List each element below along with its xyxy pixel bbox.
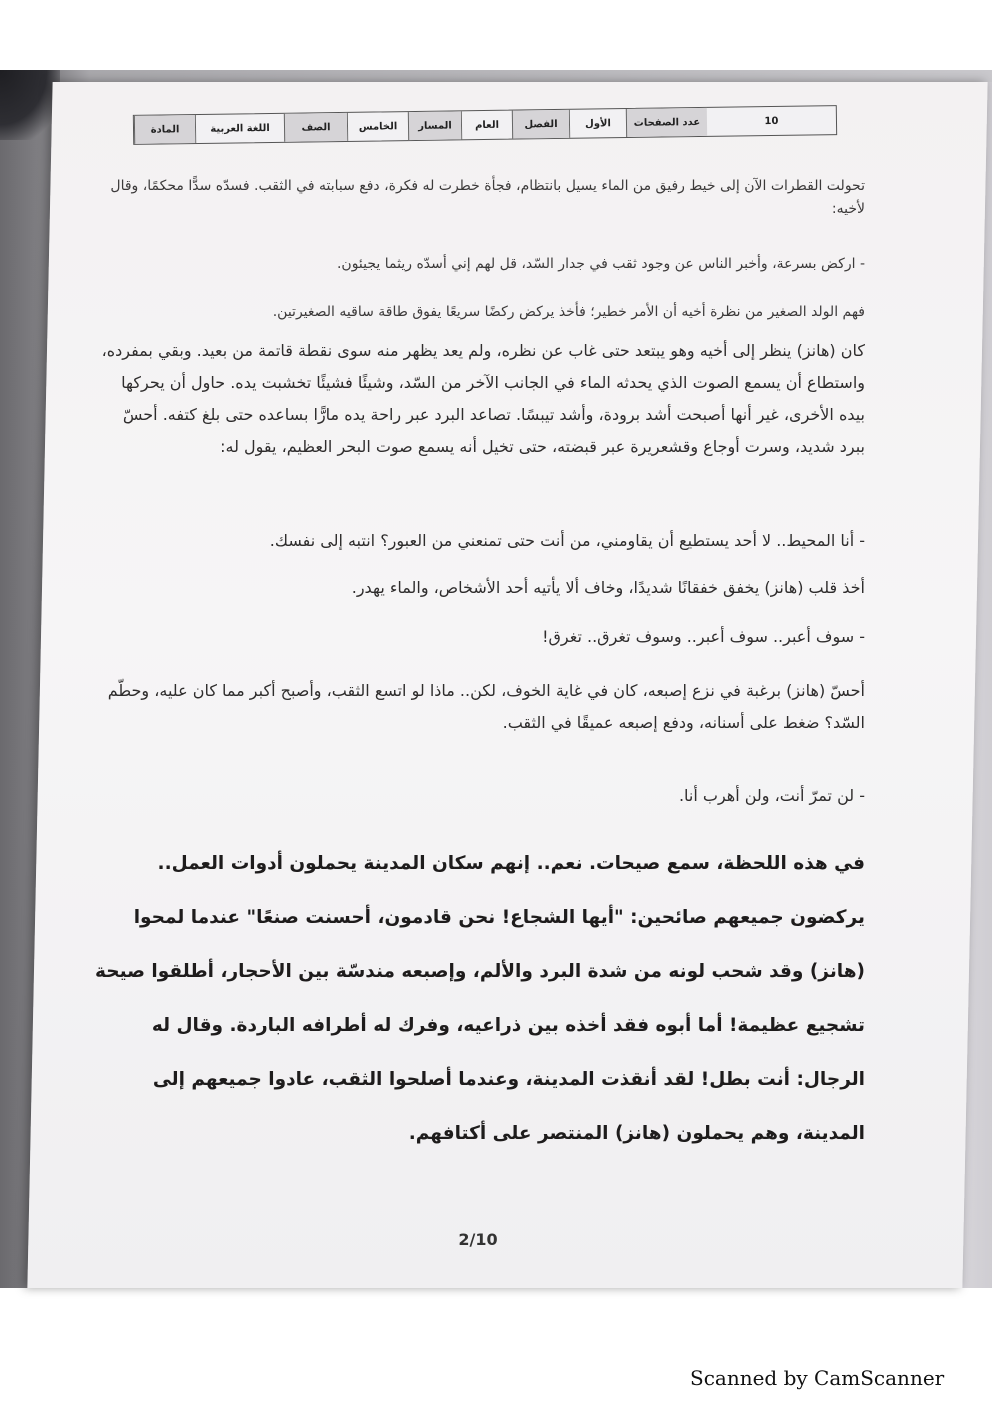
header-cell: الخامس bbox=[347, 112, 408, 141]
paragraph-5: - أنا المحيط.. لا أحد يستطيع أن يقاومني، من أنت حتى تمنعني من العبور؟ انتبه إلى نفسك. bbox=[269, 531, 865, 550]
paragraph-2: - اركض بسرعة، وأخبر الناس عن وجود ثقب في جدار السّد، قل لهم إني أسدّه ريثما يجيئون. bbox=[336, 256, 865, 272]
paragraph-3: فهم الولد الصغير من نظرة أخيه أن الأمر خطير؛ فأخذ يركض ركضًا سريعًا يفوق طاقة ساقيه الصغيرتين. bbox=[272, 304, 865, 320]
header-cell: المادة bbox=[134, 115, 195, 144]
paragraph-1: تحولت القطرات الآن إلى خيط رفيق من الماء يسيل بانتظام، فجأة خطرت له فكرة، دفع سبابته في الثقب. فسدّه سدًّا محكمًا، وقال لأخيه: bbox=[110, 178, 865, 217]
header-cell: المسار bbox=[408, 111, 461, 140]
header-cell: الصف bbox=[284, 113, 347, 142]
header-cell: 10 bbox=[764, 115, 779, 127]
paragraph-9: - لن تمرّ أنت، ولن أهرب أنا. bbox=[678, 786, 865, 805]
scanner-watermark: Scanned by CamScanner bbox=[690, 1366, 945, 1390]
paragraph-6: أخذ قلب (هانز) يخفق خفقانًا شديدًا، وخاف ألا يأتيه أحد الأشخاص، والماء يهدر. bbox=[351, 578, 865, 597]
paragraph-10: في هذه اللحظة، سمع صيحات. نعم.. إنهم سكان المدينة يحملون أدوات العمل.. يركضون جميعهم صائحين: "أيها الشجاع! نحن قادمون، أحسنت صنعًا" عندما لمحوا (هانز) وقد شحب لونه من شدة البرد والألم، وإصبعه مندسّة بين الأحجار، أطلقوا صيحة تشجيع عظيمة! أما أبوه فقد أخذه بين ذراعيه، وفرك له أطرافه الباردة. وقال له الرجال: أنت بطل! لقد أنقذت المدينة، وعندما أصلحوا الثقب، عادوا جميعهم إلى المدينة، وهم يحملون (هانز) المنتصر على أكتافهم. bbox=[95, 853, 865, 1144]
paragraph-8: أحسّ (هانز) برغبة في نزع إصبعه، كان في غاية الخوف، لكن.. ماذا لو اتسع الثقب، وأصبح أكبر مما كان عليه، وحطّم السّد؟ ضغط على أسنانه، ودفع إصبعه عميقًا في الثقب. bbox=[107, 681, 865, 732]
header-cell: عدد الصفحات bbox=[626, 108, 707, 137]
header-cell: العام bbox=[461, 111, 512, 140]
header-cell: الأول bbox=[569, 109, 626, 138]
header-cell: اللغة العربية bbox=[195, 114, 284, 143]
header-cell: الفصل bbox=[512, 110, 569, 139]
paragraph-7: - سوف أعبر.. سوف أعبر.. وسوف تغرق.. تغرق! bbox=[542, 627, 865, 646]
paragraph-4: كان (هانز) ينظر إلى أخيه وهو يبتعد حتى غاب عن نظره، ولم يعد يظهر منه سوى نقطة قاتمة من بعيد. وبقي بمفرده، واستطاع أن يسمع الصوت الذي يحدثه الماء في الجانب الآخر من السّد، وشيئًا فشيئًا تخشبت يده. حاول أن يحركها بيده الأخرى، غير أنها أصبحت أشد برودة، وأشد تيبسًا. تصاعد البرد عبر راحة يده مارًّا بساعده حتى بلغ كتفه. أحسّ ببرد شديد، وسرت أوجاع وقشعريرة عبر قبضته، حتى تخيل أنه يسمع صوت البحر العظيم، يقول له: bbox=[101, 341, 865, 456]
page-number: 2/10 bbox=[458, 1230, 498, 1249]
